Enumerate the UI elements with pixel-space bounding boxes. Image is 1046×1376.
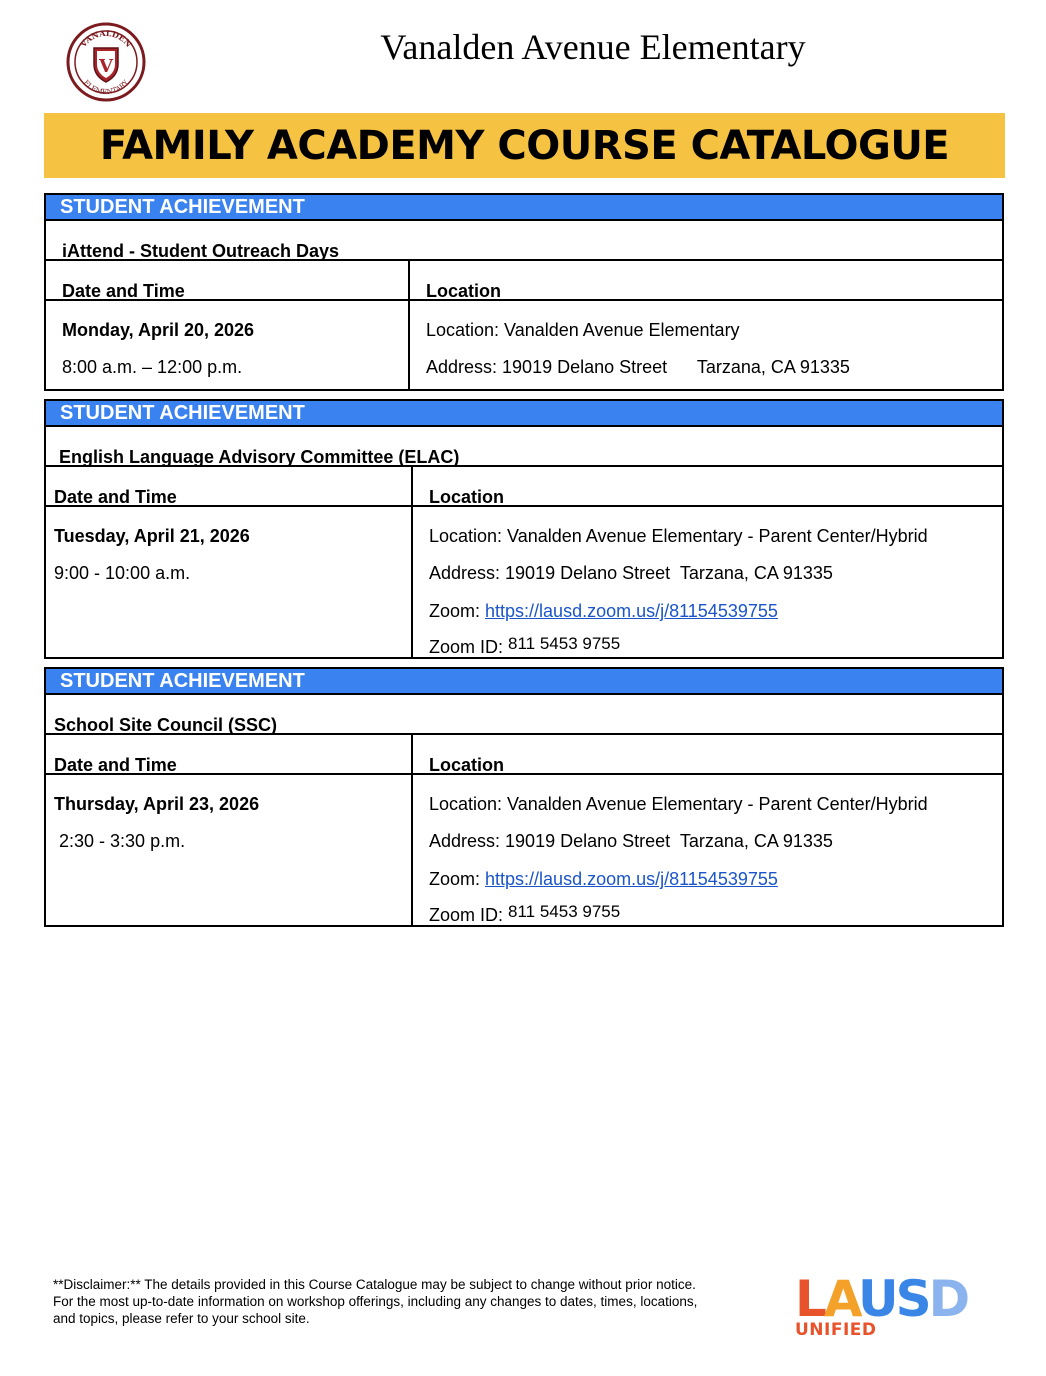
date-header: Date and Time bbox=[62, 281, 185, 301]
course-time: 9:00 - 10:00 a.m. bbox=[54, 563, 191, 583]
section-category: STUDENT ACHIEVEMENT bbox=[46, 669, 1002, 695]
lausd-wordmark bbox=[795, 1270, 995, 1328]
zoom-label: Zoom: bbox=[429, 601, 486, 621]
location-header: Location bbox=[429, 487, 504, 507]
address-text: Address: 19019 Delano Street Tarzana, CA 91335 bbox=[426, 357, 850, 377]
address-text: Address: 19019 Delano Street Tarzana, CA 91335 bbox=[429, 831, 833, 851]
course-details bbox=[46, 467, 1002, 657]
section-category: STUDENT ACHIEVEMENT bbox=[46, 195, 1002, 221]
location-text: Location: Vanalden Avenue Elementary - Parent Center/Hybrid bbox=[429, 794, 928, 814]
zoom-line bbox=[429, 601, 778, 622]
date-header: Date and Time bbox=[54, 487, 177, 507]
course-section-2 bbox=[44, 399, 1004, 659]
school-name: Vanalden Avenue Elementary bbox=[380, 27, 806, 67]
catalogue-title: FAMILY ACADEMY COURSE CATALOGUE bbox=[99, 122, 950, 169]
course-title: English Language Advisory Committee (ELAC) bbox=[59, 447, 460, 467]
lausd-s: S bbox=[895, 1270, 929, 1328]
lausd-u: U bbox=[858, 1270, 896, 1328]
zoom-id: 811 5453 9755 bbox=[508, 902, 621, 921]
zoom-id: 811 5453 9755 bbox=[508, 634, 621, 653]
location-header: Location bbox=[426, 281, 501, 301]
course-details bbox=[46, 261, 1002, 389]
course-date: Tuesday, April 21, 2026 bbox=[54, 526, 250, 546]
course-section-3 bbox=[44, 667, 1004, 927]
course-title: School Site Council (SSC) bbox=[54, 715, 278, 735]
logo-bottom-text: ELEMENTARY bbox=[81, 78, 131, 97]
logo-top-text: VANALDEN bbox=[77, 27, 135, 49]
location-column bbox=[410, 261, 1002, 389]
lausd-a: A bbox=[823, 1270, 859, 1328]
course-time: 2:30 - 3:30 p.m. bbox=[54, 831, 186, 851]
logo-letter: V bbox=[99, 56, 113, 77]
address-text: Address: 19019 Delano Street Tarzana, CA 91335 bbox=[429, 563, 833, 583]
zoom-id-line bbox=[429, 634, 621, 658]
lausd-logo bbox=[795, 1270, 995, 1340]
location-column bbox=[413, 467, 1002, 657]
course-date: Thursday, April 23, 2026 bbox=[54, 794, 260, 814]
section-category: STUDENT ACHIEVEMENT bbox=[46, 401, 1002, 427]
course-section-1 bbox=[44, 193, 1004, 391]
course-title-row bbox=[46, 427, 1002, 467]
zoom-line bbox=[429, 869, 778, 890]
date-column bbox=[46, 261, 410, 389]
course-title: iAttend - Student Outreach Days bbox=[62, 241, 340, 261]
course-details bbox=[46, 735, 1002, 925]
date-column bbox=[46, 467, 413, 657]
zoom-label: Zoom: bbox=[429, 869, 486, 889]
zoom-id-label: Zoom ID: bbox=[429, 905, 509, 925]
catalogue-banner bbox=[44, 113, 1005, 178]
lausd-l: L bbox=[795, 1270, 824, 1328]
location-column bbox=[413, 735, 1002, 925]
location-header: Location bbox=[429, 755, 504, 775]
location-text: Location: Vanalden Avenue Elementary - Parent Center/Hybrid bbox=[429, 526, 928, 546]
course-title-row bbox=[46, 695, 1002, 735]
zoom-link[interactable]: https://lausd.zoom.us/j/81154539755 bbox=[485, 869, 778, 889]
location-text: Location: Vanalden Avenue Elementary bbox=[426, 320, 740, 340]
zoom-link[interactable]: https://lausd.zoom.us/j/81154539755 bbox=[485, 601, 778, 621]
zoom-id-label: Zoom ID: bbox=[429, 637, 509, 657]
course-date: Monday, April 20, 2026 bbox=[62, 320, 255, 340]
course-time: 8:00 a.m. – 12:00 p.m. bbox=[62, 357, 243, 377]
date-header: Date and Time bbox=[54, 755, 177, 775]
disclaimer-text: **Disclaimer:** The details provided in this Course Catalogue may be subject to change without prior notice. For the most up-to-date information on workshop offerings, including any changes to dates, times, locations, and topics, please refer to your school site. bbox=[53, 1277, 698, 1326]
lausd-d: D bbox=[928, 1270, 968, 1328]
lausd-unified: UNIFIED bbox=[795, 1320, 877, 1340]
course-title-row bbox=[46, 221, 1002, 261]
zoom-id-line bbox=[429, 902, 621, 926]
date-column bbox=[46, 735, 413, 925]
school-logo bbox=[66, 22, 146, 102]
